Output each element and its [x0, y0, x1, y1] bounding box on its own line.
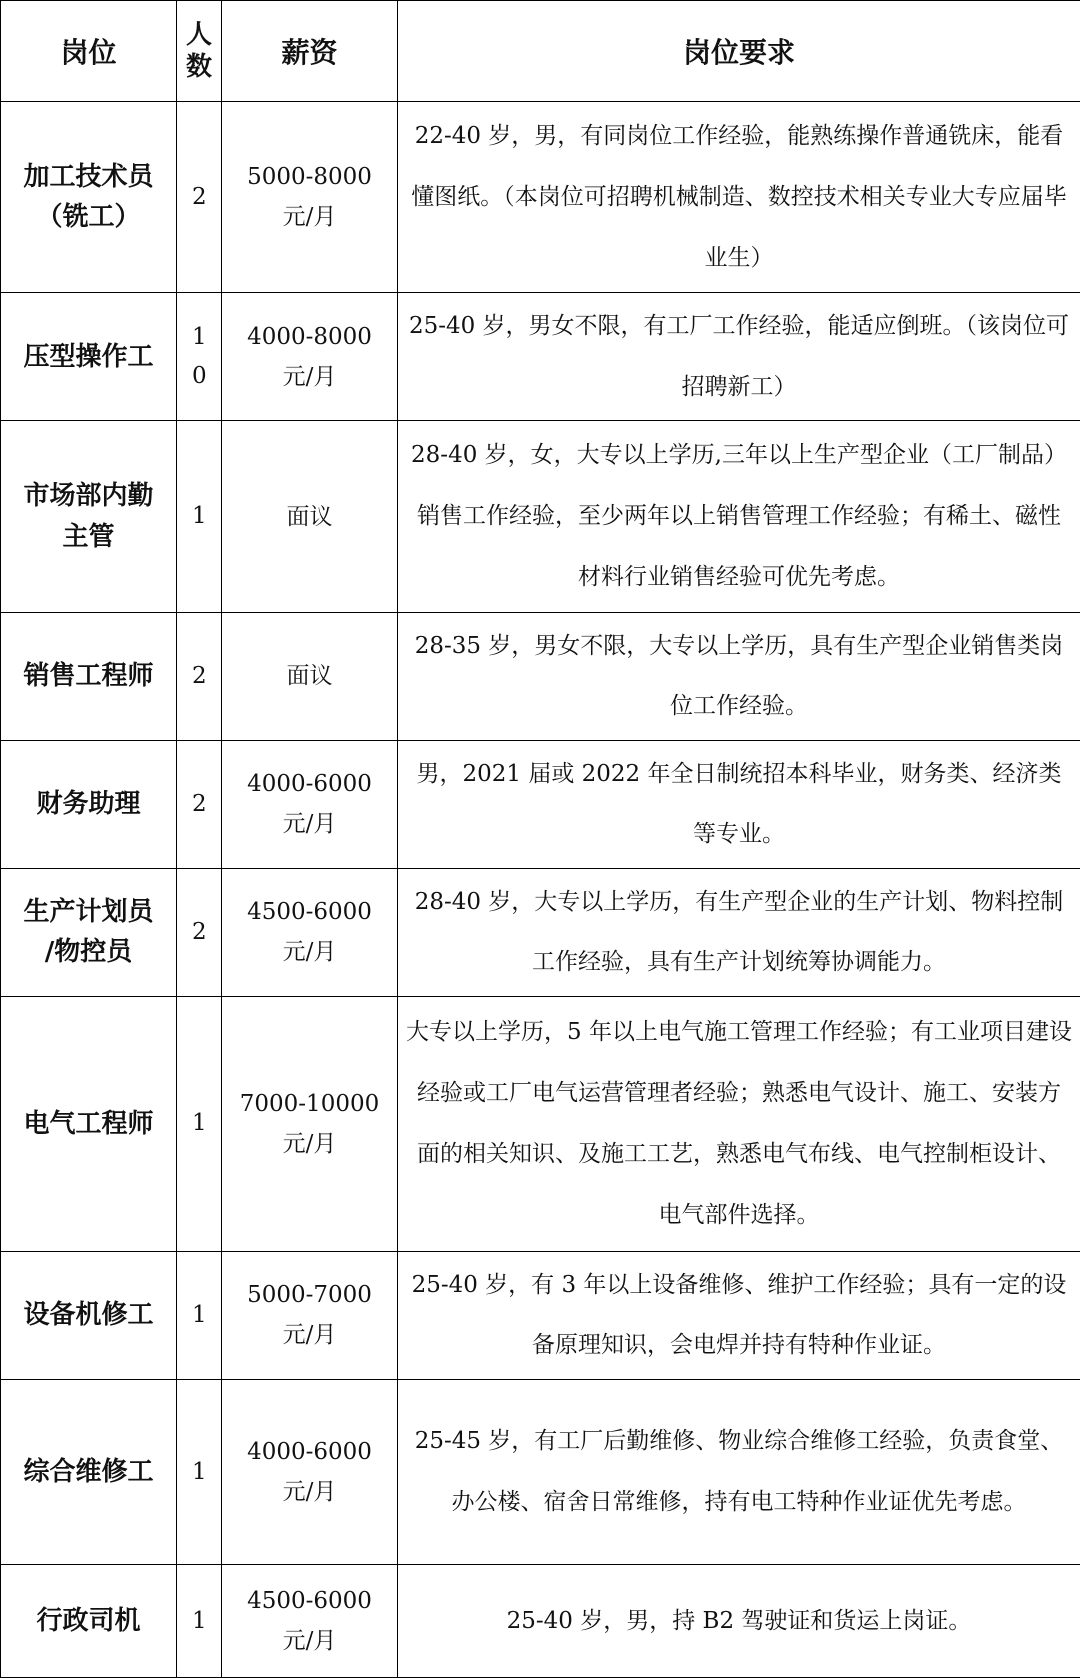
salary-line: 面议 [286, 663, 333, 690]
salary-line: 元/月 [282, 363, 337, 390]
headcount-cell [177, 868, 222, 996]
job-title [1, 1379, 177, 1564]
salary [222, 293, 398, 421]
headcount: 1 [192, 1607, 207, 1634]
job-requirements: 28-35 岁，男女不限，大专以上学历，具有生产型企业销售类岗位工作经验。 [398, 612, 1080, 740]
job-title [1, 102, 177, 293]
salary [222, 996, 398, 1251]
headcount-cell [177, 996, 222, 1251]
job-title-line: 主管 [62, 521, 115, 552]
table-header-row [1, 1, 1080, 102]
salary-line: 元/月 [282, 1322, 337, 1349]
job-requirements: 25-40 岁，男女不限，有工厂工作经验，能适应倒班。（该岗位可招聘新工） [398, 293, 1080, 421]
job-title-line: 市场部内勤 [23, 481, 154, 512]
job-title [1, 1251, 177, 1379]
job-title [1, 293, 177, 421]
headcount: 2 [192, 918, 207, 945]
salary [222, 421, 398, 612]
salary-line: 元/月 [282, 1479, 337, 1506]
table-row [1, 612, 1080, 740]
job-requirements: 25-45 岁，有工厂后勤维修、物业综合维修工经验，负责食堂、办公楼、宿舍日常维修，持有电工特种作业证优先考虑。 [398, 1379, 1080, 1564]
job-requirements: 28-40 岁，大专以上学历，有生产型企业的生产计划、物料控制工作经验，具有生产计划统筹协调能力。 [398, 868, 1080, 996]
headcount: 1 [192, 1110, 207, 1137]
job-title-line: 设备机修工 [23, 1300, 154, 1331]
salary-line: 5000-8000 [247, 163, 372, 190]
job-requirements: 25-40 岁，有 3 年以上设备维修、维护工作经验；具有一定的设备原理知识，会电焊并持有特种作业证。 [398, 1251, 1080, 1379]
job-title-line: 生产计划员 [23, 897, 154, 928]
headcount-cell [177, 1251, 222, 1379]
job-title-line: 加工技术员 [23, 161, 154, 192]
job-title [1, 421, 177, 612]
salary-line: 元/月 [282, 1628, 337, 1655]
job-requirements: 28-40 岁，女，大专以上学历,三年以上生产型企业（工厂制品）销售工作经验，至少两年以上销售管理工作经验；有稀土、磁性材料行业销售经验可优先考虑。 [398, 421, 1080, 612]
header-salary: 薪资 [222, 1, 398, 102]
headcount: 2 [192, 790, 207, 817]
job-title [1, 868, 177, 996]
headcount: 2 [192, 662, 207, 689]
table-row [1, 1251, 1080, 1379]
salary-line: 4000-8000 [247, 323, 372, 350]
salary-line: 4000-6000 [247, 1438, 372, 1465]
job-title-line: 压型操作工 [23, 341, 154, 372]
salary-line: 5000-7000 [247, 1282, 372, 1309]
table-row [1, 1379, 1080, 1564]
job-title-line: 销售工程师 [23, 661, 154, 692]
job-title-line: 综合维修工 [23, 1457, 154, 1487]
salary [222, 612, 398, 740]
table-row [1, 996, 1080, 1251]
salary [222, 1565, 398, 1678]
salary [222, 868, 398, 996]
table-row [1, 293, 1080, 421]
table-row [1, 868, 1080, 996]
table-row [1, 102, 1080, 293]
job-title [1, 740, 177, 868]
job-title-line: /物控员 [44, 937, 133, 968]
headcount-cell [177, 293, 222, 421]
headcount-cell [177, 1379, 222, 1564]
job-title [1, 996, 177, 1251]
headcount-cell [177, 740, 222, 868]
headcount-cell [177, 612, 222, 740]
salary-line: 7000-10000 [239, 1090, 380, 1117]
headcount-cell [177, 421, 222, 612]
salary-line: 4500-6000 [247, 1587, 372, 1614]
salary-line: 4500-6000 [247, 899, 372, 926]
job-title [1, 612, 177, 740]
salary [222, 740, 398, 868]
headcount: 2 [192, 183, 207, 210]
table-row [1, 1565, 1080, 1678]
salary [222, 1251, 398, 1379]
header-count [177, 1, 222, 102]
job-title-line: 行政司机 [36, 1606, 141, 1637]
job-title-line: 财务助理 [36, 789, 141, 820]
salary [222, 102, 398, 293]
job-requirements: 25-40 岁，男，持 B2 驾驶证和货运上岗证。 [398, 1565, 1080, 1678]
job-requirements: 男，2021 届或 2022 年全日制统招本科毕业，财务类、经济类等专业。 [398, 740, 1080, 868]
headcount: 1 [192, 503, 207, 530]
job-title-line: （铣工） [36, 202, 141, 233]
salary [222, 1379, 398, 1564]
header-count-text: 人数 [186, 19, 213, 82]
salary-line: 元/月 [282, 811, 337, 838]
job-title [1, 1565, 177, 1678]
header-requirements: 岗位要求 [398, 1, 1080, 102]
job-requirements: 大专以上学历，5 年以上电气施工管理工作经验；有工业项目建设经验或工厂电气运营管理者经验；熟悉电气设计、施工、安装方面的相关知识、及施工工艺，熟悉电气布线、电气控制柜设计、电气部件选择。 [398, 996, 1080, 1251]
table-row [1, 421, 1080, 612]
salary-line: 元/月 [282, 204, 337, 231]
header-position: 岗位 [1, 1, 177, 102]
salary-line: 面议 [286, 503, 333, 530]
salary-line: 元/月 [282, 939, 337, 966]
salary-line: 4000-6000 [247, 771, 372, 798]
headcount: 10 [192, 323, 207, 389]
headcount-cell [177, 102, 222, 293]
headcount-cell [177, 1565, 222, 1678]
salary-line: 元/月 [282, 1130, 337, 1157]
headcount: 1 [192, 1301, 207, 1328]
job-title-line: 电气工程师 [23, 1108, 154, 1139]
table-row [1, 740, 1080, 868]
job-requirements: 22-40 岁，男，有同岗位工作经验，能熟练操作普通铣床，能看懂图纸。（本岗位可招聘机械制造、数控技术相关专业大专应届毕业生） [398, 102, 1080, 293]
headcount: 1 [192, 1458, 207, 1485]
